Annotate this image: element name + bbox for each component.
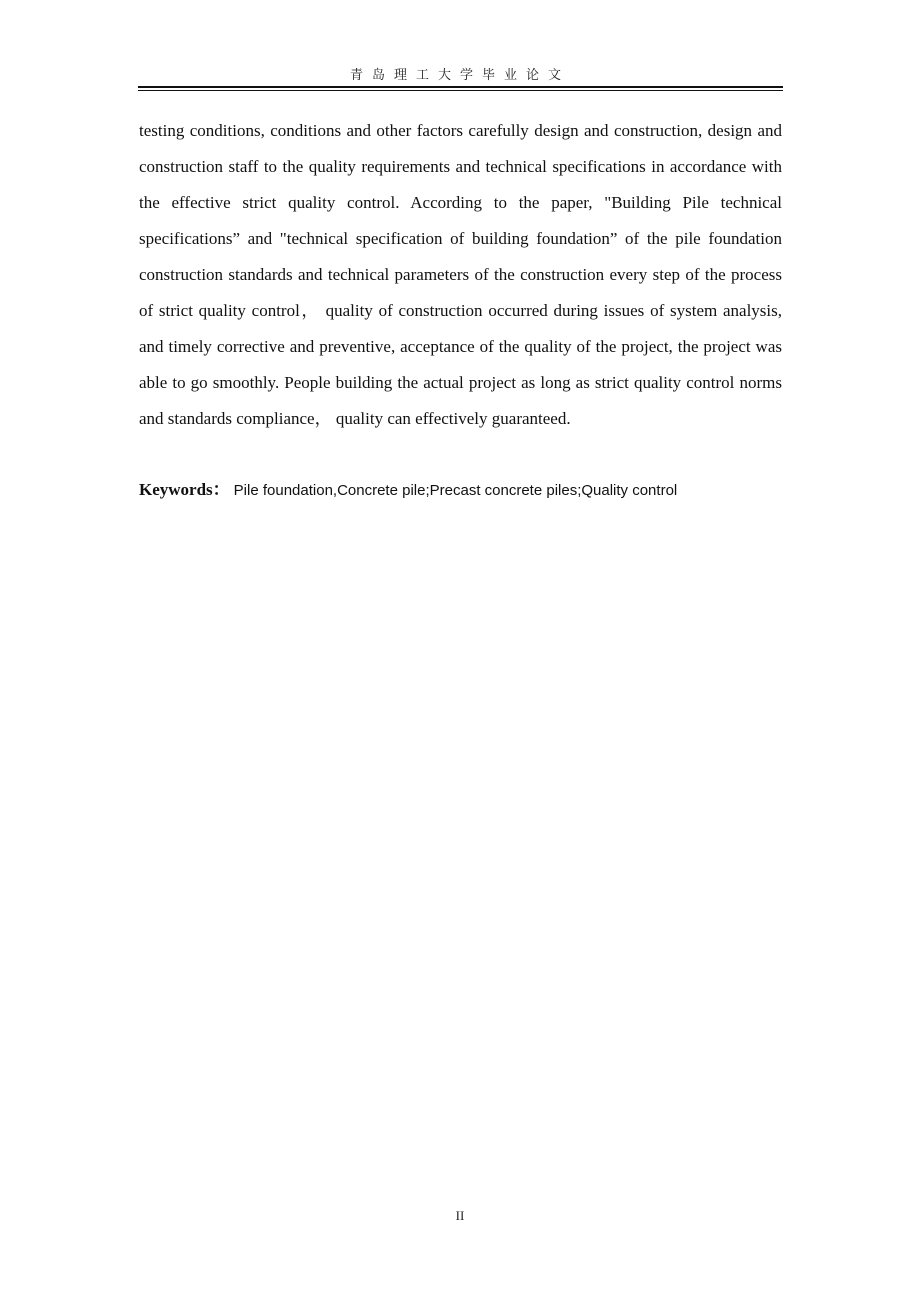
keywords-values: Pile foundation,Concrete pile;Precast concrete piles;Quality control bbox=[233, 482, 678, 499]
header-rule-thick bbox=[138, 86, 783, 88]
keywords-label: Keywords： bbox=[139, 480, 230, 499]
page-number: II bbox=[455, 1208, 465, 1223]
page-header-title: 青岛理工大学毕业论文 bbox=[349, 68, 570, 83]
abstract-paragraph: testing conditions, conditions and other factors carefully design and construction, design and construction staff to the quality requirements and technical specifications in accordance with the effective strict quality control. According to the paper, "Building Pile technical specifications” and "technical specification of building foundation” of the pile foundation construction standards and technical parameters of the construction every step of the process of strict quality control， quality of construction occurred during issues of system analysis, and timely corrective and preventive, acceptance of the quality of the project, the project was able to go smoothly. People building the actual project as long as strict quality control norms and standards compliance， quality can effectively guaranteed. bbox=[139, 121, 782, 428]
header-rule-thin bbox=[138, 90, 783, 91]
keywords-line bbox=[139, 478, 782, 503]
